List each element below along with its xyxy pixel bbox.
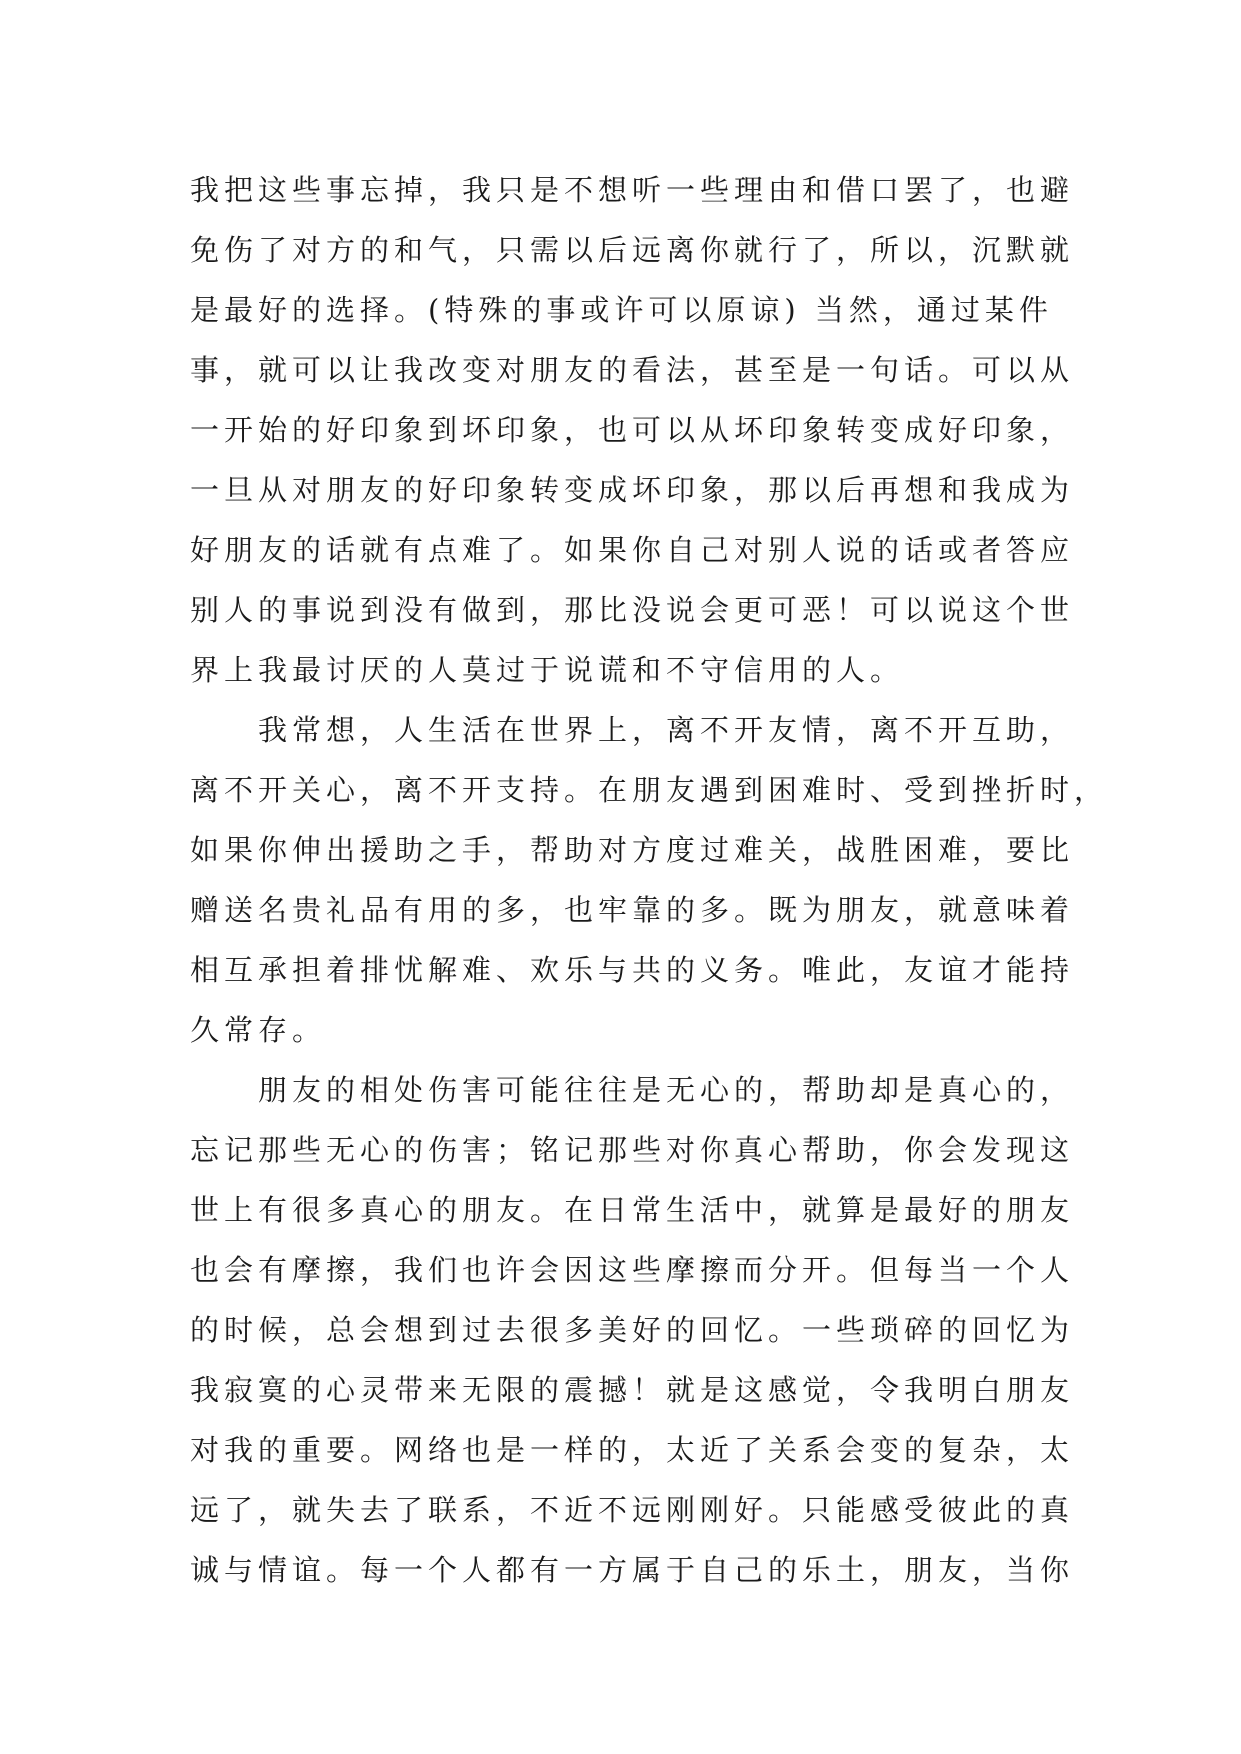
text-line: 我寂寞的心灵带来无限的震撼！就是这感觉，令我明白朋友: [190, 1373, 1075, 1407]
text-line: 诚与情谊。每一个人都有一方属于自己的乐土，朋友，当你: [190, 1553, 1075, 1587]
text-line: 赠送名贵礼品有用的多，也牢靠的多。既为朋友，就意味着: [190, 893, 1075, 927]
paragraph-1: [190, 160, 1075, 700]
body-text: [190, 160, 1109, 1600]
text-line: 免伤了对方的和气，只需以后远离你就行了，所以，沉默就: [190, 233, 1075, 267]
text-line: 如果你伸出援助之手，帮助对方度过难关，战胜困难，要比: [190, 833, 1075, 867]
text-line: 事，就可以让我改变对朋友的看法，甚至是一句话。可以从: [190, 353, 1075, 387]
text-line: 界上我最讨厌的人莫过于说谎和不守信用的人。: [190, 653, 905, 687]
text-line: 一旦从对朋友的好印象转变成坏印象，那以后再想和我成为: [190, 473, 1075, 507]
text-line: 世上有很多真心的朋友。在日常生活中，就算是最好的朋友: [190, 1193, 1075, 1227]
paragraph-3: [190, 1060, 1075, 1600]
text-line: 我常想，人生活在世界上，离不开友情，离不开互助，: [190, 713, 1075, 747]
text-line: 朋友的相处伤害可能往往是无心的，帮助却是真心的，: [190, 1073, 1075, 1107]
text-line: 也会有摩擦，我们也许会因这些摩擦而分开。但每当一个人: [190, 1253, 1075, 1287]
text-line: 我把这些事忘掉，我只是不想听一些理由和借口罢了，也避: [190, 173, 1075, 207]
text-line: 对我的重要。网络也是一样的，太近了关系会变的复杂，太: [190, 1433, 1075, 1467]
text-line: 好朋友的话就有点难了。如果你自己对别人说的话或者答应: [190, 533, 1075, 567]
text-line: 一开始的好印象到坏印象，也可以从坏印象转变成好印象，: [190, 413, 1075, 447]
text-line: 相互承担着排忧解难、欢乐与共的义务。唯此，友谊才能持: [190, 953, 1075, 987]
text-line: 远了，就失去了联系，不近不远刚刚好。只能感受彼此的真: [190, 1493, 1075, 1527]
text-line: 的时候，总会想到过去很多美好的回忆。一些琐碎的回忆为: [190, 1313, 1075, 1347]
text-line: 久常存。: [190, 1013, 327, 1047]
text-line: 忘记那些无心的伤害；铭记那些对你真心帮助，你会发现这: [190, 1133, 1075, 1167]
paragraph-2: [190, 700, 1109, 1060]
text-line: 别人的事说到没有做到，那比没说会更可恶！可以说这个世: [190, 593, 1075, 627]
text-line: 是最好的选择。(特殊的事或许可以原谅) 当然，通过某件: [190, 293, 1053, 327]
text-line: 离不开关心，离不开支持。在朋友遇到困难时、受到挫折时，: [190, 773, 1109, 807]
